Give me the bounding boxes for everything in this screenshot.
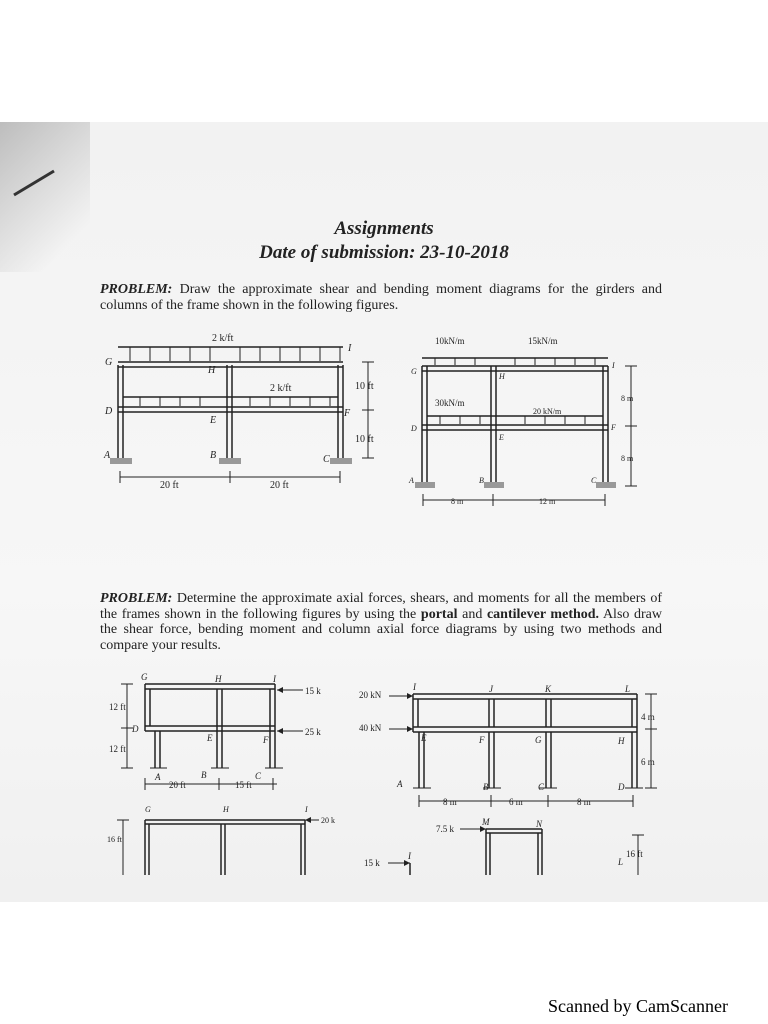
fig1-node-d: D — [105, 406, 113, 417]
fig6-force-2: 15 k — [364, 858, 380, 868]
fig4-node-k: K — [545, 684, 552, 694]
fig2-node-g: G — [411, 367, 417, 376]
fig1-node-b: B — [210, 450, 217, 461]
figure-3-frame — [105, 670, 345, 800]
figure-6-frame — [360, 815, 660, 875]
fig2-load-top-right: 15kN/m — [528, 336, 558, 346]
problem2-cantilever: cantilever method. — [486, 606, 600, 622]
fig6-node-l: L — [618, 857, 624, 867]
fig2-node-b: B — [479, 476, 484, 485]
pen-mark — [10, 165, 70, 205]
problem1-text — [100, 282, 662, 313]
fig2-node-i: I — [612, 361, 615, 370]
fig2-load-mid-left: 30kN/m — [435, 398, 465, 408]
fig3-node-f: F — [263, 735, 269, 745]
fig3-node-e: E — [207, 733, 213, 743]
fig3-node-h: H — [215, 674, 222, 684]
fig5-node-h: H — [223, 805, 229, 814]
fig1-width-1: 20 ft — [160, 480, 179, 491]
camscanner-watermark: Scanned by CamScanner — [548, 996, 728, 1016]
fig6-force-1: 7.5 k — [436, 824, 454, 834]
fig4-node-h: H — [618, 736, 625, 746]
problem2-text — [100, 591, 662, 653]
fig4-width-2: 6 m — [509, 797, 523, 807]
fig1-node-c: C — [323, 454, 330, 465]
problem2-label: PROBLEM: — [100, 591, 173, 606]
problem2-portal: portal — [420, 606, 458, 622]
fig4-node-g: G — [535, 735, 542, 745]
fig3-node-d: D — [132, 724, 139, 734]
fig4-node-b: B — [483, 782, 489, 792]
fig6-height-1: 16 ft — [626, 849, 643, 859]
fig5-force-1: 20 k — [321, 816, 335, 825]
submission-date: Date of submission: 23-10-2018 — [259, 242, 509, 263]
fig4-force-2: 40 kN — [359, 723, 382, 733]
fig3-node-g: G — [141, 672, 148, 682]
fig2-node-h: H — [499, 372, 505, 381]
fig4-node-e: E — [421, 733, 427, 743]
fig1-node-f: F — [344, 408, 351, 419]
fig2-load-top-left: 10kN/m — [435, 336, 465, 346]
fig5-node-i: I — [305, 805, 308, 814]
problem2-and: and — [462, 606, 483, 622]
fig4-node-i: I — [413, 682, 416, 692]
fig2-width-1: 8 m — [451, 497, 464, 506]
fig2-width-2: 12 m — [539, 497, 556, 506]
fig1-node-h: H — [208, 365, 216, 376]
fig2-node-a: A — [409, 476, 414, 485]
fig5-node-g: G — [145, 805, 151, 814]
fig1-load-mid: 2 k/ft — [270, 383, 292, 394]
fig6-node-i: I — [408, 851, 411, 861]
figure-2-frame — [405, 330, 650, 515]
fig3-width-2: 15 ft — [235, 780, 252, 790]
fig4-node-j: J — [489, 684, 493, 694]
fig1-height-2: 10 ft — [355, 434, 374, 445]
fig6-node-n: N — [536, 819, 543, 829]
fig4-height-2: 6 m — [641, 757, 655, 767]
fig4-height-1: 4 m — [641, 712, 655, 722]
fig3-force-2: 25 k — [305, 727, 321, 737]
fig1-width-2: 20 ft — [270, 480, 289, 491]
fig1-load-top: 2 k/ft — [212, 333, 234, 344]
fig2-node-c: C — [591, 476, 597, 485]
fig1-node-a: A — [104, 450, 111, 461]
fig2-node-f: F — [611, 423, 616, 432]
fig1-height-1: 10 ft — [355, 381, 374, 392]
page-title: Assignments — [334, 218, 434, 239]
fig3-node-a: A — [155, 772, 161, 782]
fig3-height-1: 12 ft — [109, 702, 126, 712]
fig4-node-f: F — [479, 735, 485, 745]
fig4-node-a: A — [397, 779, 403, 789]
fig4-width-3: 8 m — [577, 797, 591, 807]
fig2-node-d: D — [411, 424, 417, 433]
fig3-node-c: C — [255, 771, 262, 781]
problem2-body-1: Determine the approximate axial forces, shears, and moments for all the members of the frames shown in the following figures by using the — [100, 591, 663, 622]
fig2-node-e: E — [499, 433, 504, 442]
fig3-node-b: B — [201, 770, 207, 780]
fig2-height-2: 8 m — [621, 454, 634, 463]
fig5-height-1: 16 ft — [107, 835, 122, 844]
figure-1-frame — [90, 325, 390, 505]
fig6-node-m: M — [482, 817, 490, 827]
fig2-load-mid-right: 20 kN/m — [533, 407, 562, 416]
fig3-force-1: 15 k — [305, 686, 321, 696]
figure-5-frame — [105, 800, 345, 875]
fig1-node-e: E — [210, 415, 217, 426]
figure-4-frame — [355, 680, 667, 815]
fig4-width-1: 8 m — [443, 797, 457, 807]
fig2-height-1: 8 m — [621, 394, 634, 403]
fig4-node-c: C — [538, 782, 545, 792]
fig3-width-1: 20 ft — [169, 780, 186, 790]
fig4-node-l: L — [625, 684, 631, 694]
fig4-node-d: D — [618, 782, 625, 792]
problem1-label: PROBLEM: — [100, 282, 173, 297]
fig4-force-1: 20 kN — [359, 690, 382, 700]
fig1-node-g: G — [105, 357, 113, 368]
problem2-body-2: Also draw the shear force, bending moment and column axial force diagrams by using two methods and compare your results. — [100, 606, 663, 653]
fig3-height-2: 12 ft — [109, 744, 126, 754]
fig1-node-i: I — [348, 343, 352, 354]
problem1-body: Draw the approximate shear and bending moment diagrams for the girders and columns of the frame shown in the following figures. — [100, 282, 663, 313]
fig3-node-i: I — [273, 674, 276, 684]
